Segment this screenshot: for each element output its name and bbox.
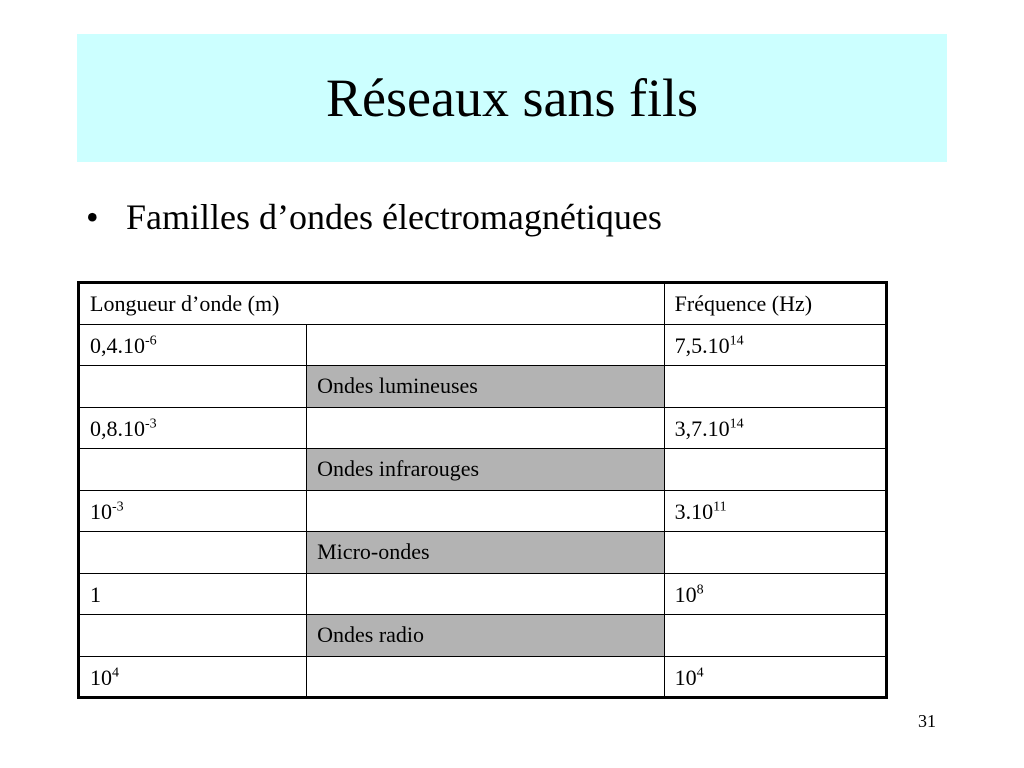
table-header-row [79, 283, 887, 325]
empty-cell [664, 449, 886, 491]
page-number: 31 [918, 711, 936, 731]
waves-table [77, 281, 888, 699]
table-row [79, 324, 887, 366]
empty-cell [79, 532, 307, 574]
frequency-cell [664, 573, 886, 615]
frequency-exp: 14 [729, 333, 744, 349]
header-wavelength: Longueur d’onde (m) [79, 283, 665, 325]
wavelength-cell [79, 573, 307, 615]
table-row [79, 407, 887, 449]
wavelength-base: 10 [90, 664, 112, 690]
empty-cell [79, 449, 307, 491]
wavelength-cell [79, 407, 307, 449]
wavelength-exp: -6 [145, 333, 157, 349]
wavelength-base: 0,8.10 [90, 415, 145, 441]
slide-title: Réseaux sans fils [326, 68, 698, 128]
wavelength-base: 1 [90, 581, 101, 607]
frequency-exp: 4 [696, 665, 704, 681]
table-row [79, 656, 887, 698]
empty-cell [79, 615, 307, 657]
wavelength-exp: -3 [145, 416, 157, 432]
empty-cell [307, 573, 665, 615]
frequency-exp: 14 [729, 416, 744, 432]
empty-cell [664, 615, 886, 657]
wavelength-base: 10 [90, 498, 112, 524]
wavelength-cell [79, 324, 307, 366]
bullet-text: Familles d’ondes électromagnétiques [126, 197, 662, 237]
empty-cell [307, 490, 665, 532]
table-row [79, 615, 887, 657]
wavelength-exp: 4 [112, 665, 119, 681]
frequency-base: 3,7.10 [674, 415, 730, 441]
table-row [79, 532, 887, 574]
table-row [79, 366, 887, 408]
empty-cell [79, 366, 307, 408]
table-row [79, 490, 887, 532]
wavelength-cell [79, 656, 307, 698]
band-cell: Ondes lumineuses [307, 366, 665, 408]
band-cell: Ondes infrarouges [307, 449, 665, 491]
table-row [79, 573, 887, 615]
frequency-cell [664, 490, 886, 532]
empty-cell [664, 532, 886, 574]
empty-cell [307, 407, 665, 449]
frequency-exp: 8 [696, 582, 704, 598]
frequency-base: 3.10 [674, 498, 714, 524]
wavelength-exp: -3 [112, 499, 124, 515]
wavelength-base: 0,4.10 [90, 332, 145, 358]
bullet-dot: • [86, 197, 99, 237]
title-banner [77, 34, 947, 162]
frequency-cell [664, 324, 886, 366]
frequency-base: 7,5.10 [674, 332, 730, 358]
header-frequency: Fréquence (Hz) [664, 283, 886, 325]
frequency-cell [664, 656, 886, 698]
band-cell: Micro-ondes [307, 532, 665, 574]
wavelength-cell [79, 490, 307, 532]
frequency-exp: 11 [713, 499, 727, 515]
band-cell: Ondes radio [307, 615, 665, 657]
empty-cell [664, 366, 886, 408]
frequency-base: 10 [674, 581, 697, 607]
empty-cell [307, 656, 665, 698]
frequency-base: 10 [674, 664, 697, 690]
frequency-cell [664, 407, 886, 449]
table-row [79, 449, 887, 491]
empty-cell [307, 324, 665, 366]
bullet-item [86, 196, 662, 238]
